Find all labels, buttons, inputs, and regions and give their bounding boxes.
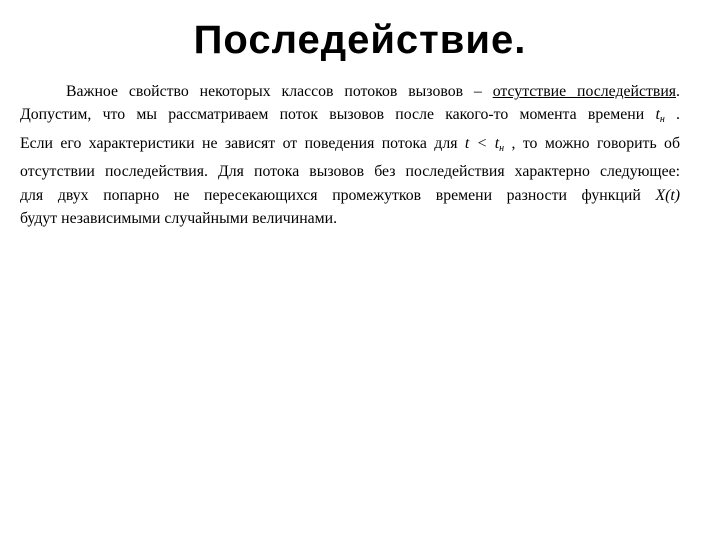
line-3-end: , то можно говорить об (504, 134, 680, 152)
line-2-end: . (664, 106, 680, 124)
line-5-text: для двух попарно не пересекающихся промежутков времени разности функций (20, 186, 656, 204)
paragraph-line-5 (20, 184, 680, 207)
slide-title: Последействие. (193, 18, 527, 62)
line-2-text: Допустим, что мы рассматриваем поток вызовов после какого-то момента времени (20, 106, 656, 124)
line-1-text: Важное свойство некоторых классов потоков вызовов – (66, 83, 493, 100)
line-1-end: . (676, 83, 680, 100)
math-x-of-t: X(t) (655, 186, 680, 204)
paragraph-line-1 (20, 80, 680, 103)
body-paragraph (20, 80, 680, 230)
line-3-text: Если его характеристики не зависят от поведения потока для (20, 134, 465, 152)
underlined-term: отсутствие последействия (492, 83, 677, 100)
paragraph-line-2 (20, 103, 680, 131)
math-t-less-t-n: $t < t_н$ (464, 134, 505, 154)
paragraph-line-4: отсутствии последействия. Для потока вызовов без последействия характерно следующее: (20, 163, 680, 181)
paragraph-line-6: будут независимыми случайными величинами. (20, 210, 338, 228)
math-t-n: $t_н$ (655, 106, 665, 126)
paragraph-line-3 (20, 132, 680, 160)
